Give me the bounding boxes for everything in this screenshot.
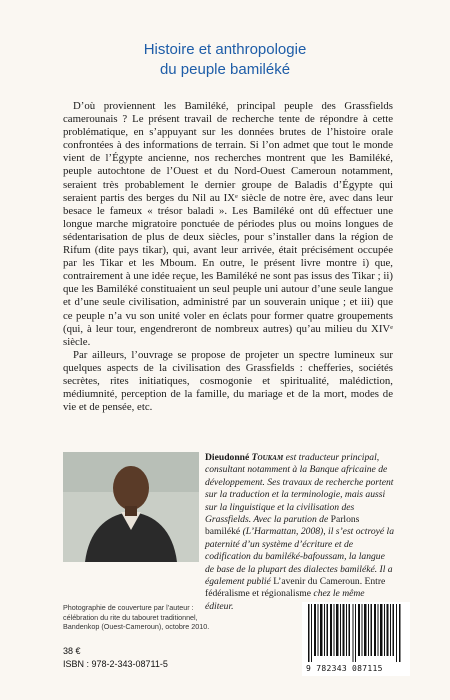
author-bio-part-2: (L’Harmattan, 2008), il s’est octroyé la paternité d’un système d’écriture et de codification du bamiléké-bafoussam, la langue de base de la plupart des dialectes bamiléké. Il a également publié bbox=[205, 526, 395, 588]
author-first-name: Dieudonné bbox=[205, 452, 250, 463]
credit-line-1: Photographie de couverture par l’auteur : bbox=[63, 603, 194, 612]
author-bio-part-3: chez le même éditeur. bbox=[205, 588, 365, 612]
cover-photo-credit bbox=[63, 603, 253, 632]
back-cover-blurb bbox=[63, 100, 393, 414]
author-last-name: Toukam bbox=[251, 452, 284, 463]
barcode-digits: 9 782343 087115 bbox=[306, 664, 383, 673]
author-photo bbox=[63, 452, 199, 562]
barcode-bars bbox=[302, 602, 410, 662]
title-line-2: du peuple bamiléké bbox=[159, 61, 291, 78]
author-book-1: Parlons bamiléké bbox=[205, 514, 360, 538]
author-bio-part-1: est traducteur principal, consultant notamment à la Banque africaine de développement. Ses travaux de recherche portent sur la traduction et la terminologie, mais aussi sur la linguistique et la civilisation des Grassfields. Avec la parution de bbox=[205, 452, 394, 526]
author-photo-image bbox=[63, 452, 199, 562]
author-bio bbox=[205, 452, 395, 613]
blurb-paragraph-1: D’où proviennent les Bamiléké, principal peuple des Grassfields camerounais ? Le présent travail de recherche tente de répondre à cette problématique, en s’appuyant sur les données brutes de l’histoire orale confrontées à des informations de terrain. Si l’on admet que tout le monde vient de l’Égypte ancienne, nos recherches montrent que les Bamiléké, peuple autochtone de l’Ouest et du Nord-Ouest Cameroun notamment, seraient très probablement le dernier groupe de Baladis d’Égypte qui seraient partis des berges du Nil au IXᵉ siècle de notre ère, avec dans leur besace le fameux « trésor baladi ». Les Bamiléké ont dû effectuer une longue marche migratoire ponctuée de périodes plus ou moins longues de sédentarisation de plus de deux siècles, pour s’installer dans la région de Rifum (dite pays tikar), qui, avant leur arrivée, était précisément occupée par les Tikar et les Mboum. En outre, le présent livre montre i) que, contrairement à une idée reçue, les Bamiléké ne sont pas issus des Tikar ; ii) que les Bamiléké constituaient un seul peuple uni autour d’une seule langue et d’une seule civilisation, administré par un souverain unique ; et iii) que ce peuple n’a vu son unité voler en éclats pour former quatre groupements (qui, à leur tour, engendreront de nombreux autres) qu’au milieu du XIVᵉ siècle. bbox=[63, 100, 393, 348]
title-line-1: Histoire et anthropologie bbox=[143, 41, 307, 58]
credit-line-2: célébration du rite du tabouret traditionnel, bbox=[63, 612, 198, 622]
credit-line-3: Bandenkop (Ouest-Cameroun), octobre 2010. bbox=[63, 622, 210, 632]
author-book-2: L’avenir du Cameroun. Entre fédéralisme et régionalisme bbox=[205, 576, 386, 600]
blurb-paragraph-2: Par ailleurs, l’ouvrage se propose de projeter un spectre lumineux sur quelques aspects de la civilisation des Grassfields : chefferies, sociétés secrètes, rites initiatiques, cosmogonie et spiritualité, malédiction, médiumnité, perception de la famille, du mariage et de la mort, modes de vie et de pensée, etc. bbox=[63, 348, 393, 414]
isbn: ISBN : 978-2-343-08711-5 bbox=[63, 659, 168, 669]
book-title bbox=[0, 40, 450, 80]
price: 38 € bbox=[63, 646, 81, 656]
